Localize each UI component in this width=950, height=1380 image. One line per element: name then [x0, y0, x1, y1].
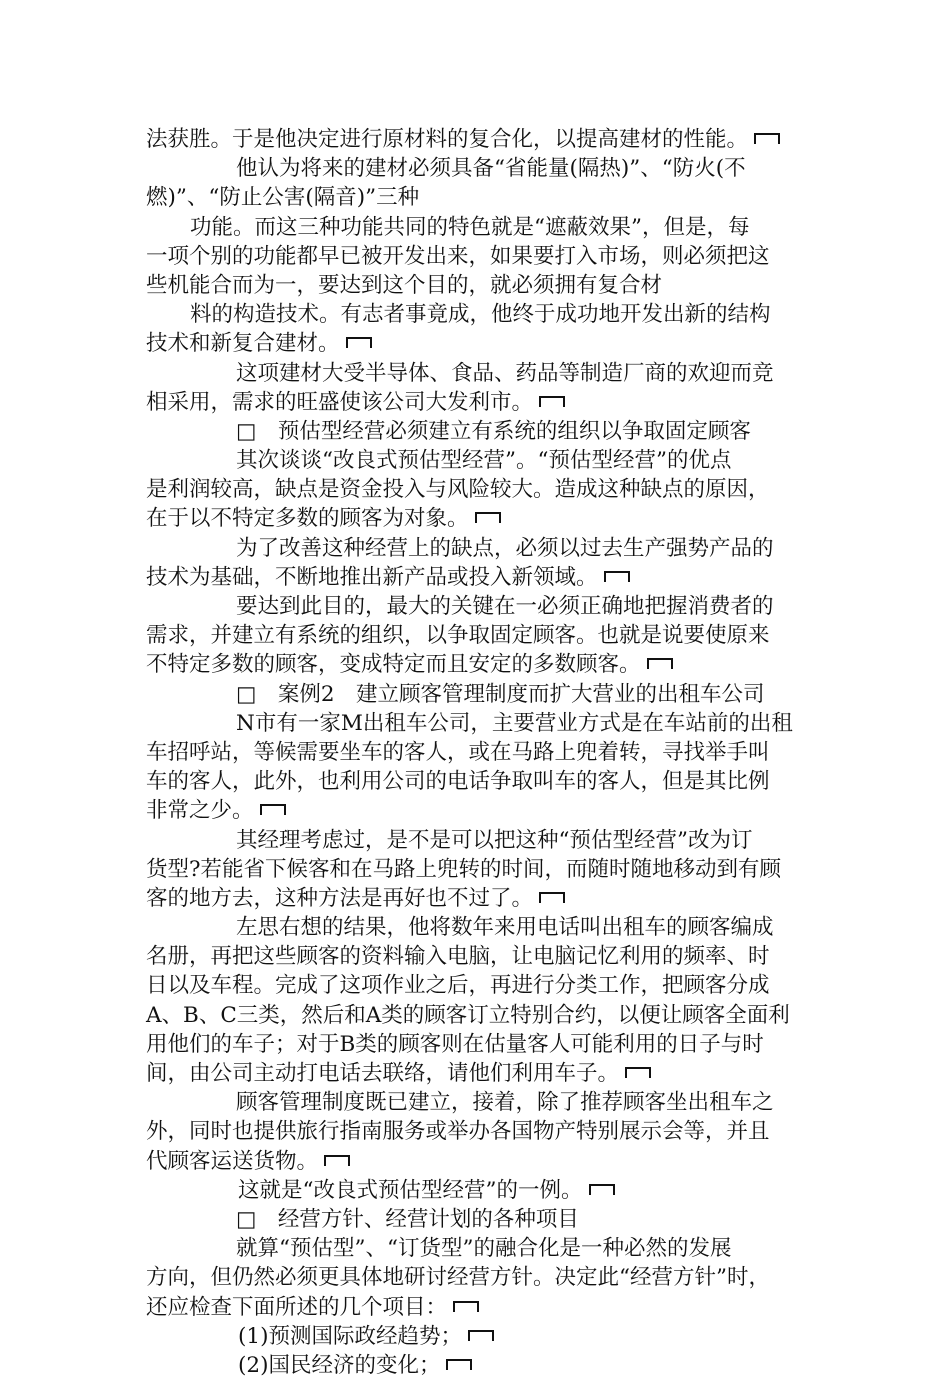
paragraph-mark-icon — [260, 804, 286, 815]
paragraph-mark-icon — [468, 1330, 494, 1341]
text-line — [146, 709, 814, 738]
text-line — [146, 1322, 814, 1351]
paragraph-mark-icon — [539, 892, 565, 903]
line-text: (1)预测国际政经趋势； — [238, 1323, 462, 1349]
text-line — [146, 884, 814, 913]
line-text: 左思右想的结果，他将数年来用电话叫出租车的顾客编成 — [236, 915, 774, 941]
text-line — [146, 125, 814, 154]
line-text: 方向，但仍然必须更具体地研讨经营方针。决定此“经营方针”时， — [146, 1265, 770, 1291]
line-text: 一项个别的功能都早已被开发出来，如果要打入市场，则必须把这 — [146, 243, 770, 269]
paragraph-mark-icon — [475, 512, 501, 523]
text-line — [146, 329, 814, 358]
line-text: A、B、C三类，然后和A类的顾客订立特别合约，以便让顾客全面利 — [146, 1002, 790, 1028]
line-text: 日以及车程。完成了这项作业之后，再进行分类工作，把顾客分成 — [146, 973, 770, 999]
line-text: 外，同时也提供旅行指南服务或举办各国物产特别展示会等，并且 — [146, 1119, 770, 1145]
text-line — [146, 738, 814, 767]
paragraph-mark-icon — [589, 1184, 615, 1195]
paragraph-mark-icon — [446, 1359, 472, 1370]
line-text: 燃)”、“防止公害(隔音)”三种 — [146, 185, 420, 211]
line-text: □ 案例2 建立顾客管理制度而扩大营业的出租车公司 — [236, 681, 765, 707]
text-line — [146, 621, 814, 650]
line-text: 非常之少。 — [146, 798, 254, 824]
line-text: 代顾客运送货物。 — [146, 1148, 319, 1174]
paragraph-mark-icon — [539, 396, 565, 407]
line-text: 这项建材大受半导体、食品、药品等制造厂商的欢迎而竞 — [236, 360, 774, 386]
paragraph-mark-icon — [324, 1155, 350, 1166]
line-text: 不特定多数的顾客，变成特定而且安定的多数顾客。 — [146, 652, 641, 678]
text-line — [146, 183, 814, 212]
text-line — [146, 1293, 814, 1322]
line-text: 在于以不特定多数的顾客为对象。 — [146, 506, 469, 532]
text-line — [146, 1088, 814, 1117]
paragraph-mark-icon — [754, 133, 780, 144]
line-text: N市有一家M出租车公司，主要营业方式是在车站前的出租 — [236, 710, 793, 736]
text-line — [146, 796, 814, 825]
text-line — [146, 213, 814, 242]
line-text: 顾客管理制度既已建立，接着，除了推荐顾客坐出租车之 — [236, 1090, 774, 1116]
text-line — [146, 1263, 814, 1292]
text-line — [146, 504, 814, 533]
line-text: 需求，并建立有系统的组织，以争取固定顾客。也就是说要使原来 — [146, 623, 770, 649]
line-text: (2)国民经济的变化； — [238, 1352, 441, 1378]
line-text: 料的构造技术。有志者事竟成，他终于成功地开发出新的结构 — [190, 302, 771, 328]
line-text: 其次谈谈“改良式预估型经营”。“预估型经营”的优点 — [236, 448, 732, 474]
text-line — [146, 1030, 814, 1059]
line-text: 这就是“改良式预估型经营”的一例。 — [238, 1177, 583, 1203]
line-text: 用他们的车子；对于B类的顾客则在估量客人可能利用的日子与时 — [146, 1031, 764, 1057]
text-line — [146, 1351, 814, 1380]
line-text: 是利润较高，缺点是资金投入与风险较大。造成这种缺点的原因， — [146, 477, 770, 503]
paragraph-mark-icon — [453, 1301, 479, 1312]
line-text: 客的地方去，这种方法是再好也不过了。 — [146, 885, 534, 911]
text-line — [146, 680, 814, 709]
text-line — [146, 417, 814, 446]
text-line — [146, 446, 814, 475]
line-text: 就算“预估型”、“订货型”的融合化是一种必然的发展 — [236, 1236, 732, 1262]
line-text: 功能。而这三种功能共同的特色就是“遮蔽效果”，但是，每 — [190, 214, 750, 240]
text-line — [146, 913, 814, 942]
text-line — [146, 154, 814, 183]
text-line — [146, 1234, 814, 1263]
text-line — [146, 650, 814, 679]
line-text: 间，由公司主动打电话去联络，请他们利用车子。 — [146, 1061, 620, 1086]
line-text: 他认为将来的建材必须具备“省能量(隔热)”、“防火(不 — [236, 156, 746, 182]
line-text: □ 预估型经营必须建立有系统的组织以争取固定顾客 — [236, 418, 751, 444]
paragraph-mark-icon — [625, 1067, 651, 1078]
text-line — [146, 767, 814, 796]
line-text: 车招呼站，等候需要坐车的客人，或在马路上兜着转，寻找举手叫 — [146, 739, 770, 765]
line-text: 货型?若能省下候客和在马路上兜转的时间，而随时随地移动到有顾 — [146, 856, 782, 882]
line-text: 技术为基础，不断地推出新产品或投入新领域。 — [146, 564, 598, 590]
text-line — [146, 1176, 814, 1205]
document-body — [146, 125, 814, 1380]
text-line — [146, 826, 814, 855]
text-line — [146, 855, 814, 884]
line-text: 还应检查下面所述的几个项目： — [146, 1294, 448, 1320]
paragraph-mark-icon — [647, 658, 673, 669]
line-text: □ 经营方针、经营计划的各种项目 — [236, 1206, 579, 1232]
text-line — [146, 942, 814, 971]
line-text: 相采用，需求的旺盛使该公司大发利市。 — [146, 389, 534, 415]
text-line — [146, 534, 814, 563]
text-line — [146, 388, 814, 417]
text-line — [146, 359, 814, 388]
line-text: 车的客人，此外，也利用公司的电话争取叫车的客人，但是其比例 — [146, 769, 770, 795]
paragraph-mark-icon — [604, 571, 630, 582]
text-line — [146, 1147, 814, 1176]
line-text: 技术和新复合建材。 — [146, 331, 340, 357]
line-text: 其经理考虑过，是不是可以把这种“预估型经营”改为订 — [236, 827, 753, 853]
paragraph-mark-icon — [346, 337, 372, 348]
text-line — [146, 1001, 814, 1030]
line-text: 名册，再把这些顾客的资料输入电脑，让电脑记忆利用的频率、时 — [146, 944, 770, 970]
text-line — [146, 592, 814, 621]
text-line — [146, 242, 814, 271]
line-text: 要达到此目的，最大的关键在一必须正确地把握消费者的 — [236, 594, 774, 619]
text-line — [146, 971, 814, 1000]
text-line — [146, 1117, 814, 1146]
text-line — [146, 300, 814, 329]
line-text: 为了改善这种经营上的缺点，必须以过去生产强势产品的 — [236, 535, 774, 561]
text-line — [146, 1059, 814, 1088]
line-text: 法获胜。于是他决定进行原材料的复合化，以提高建材的性能。 — [146, 127, 749, 152]
text-line — [146, 475, 814, 504]
text-line — [146, 271, 814, 300]
text-line — [146, 1205, 814, 1234]
text-line — [146, 563, 814, 592]
line-text: 些机能合而为一，要达到这个目的，就必须拥有复合材 — [146, 272, 663, 298]
